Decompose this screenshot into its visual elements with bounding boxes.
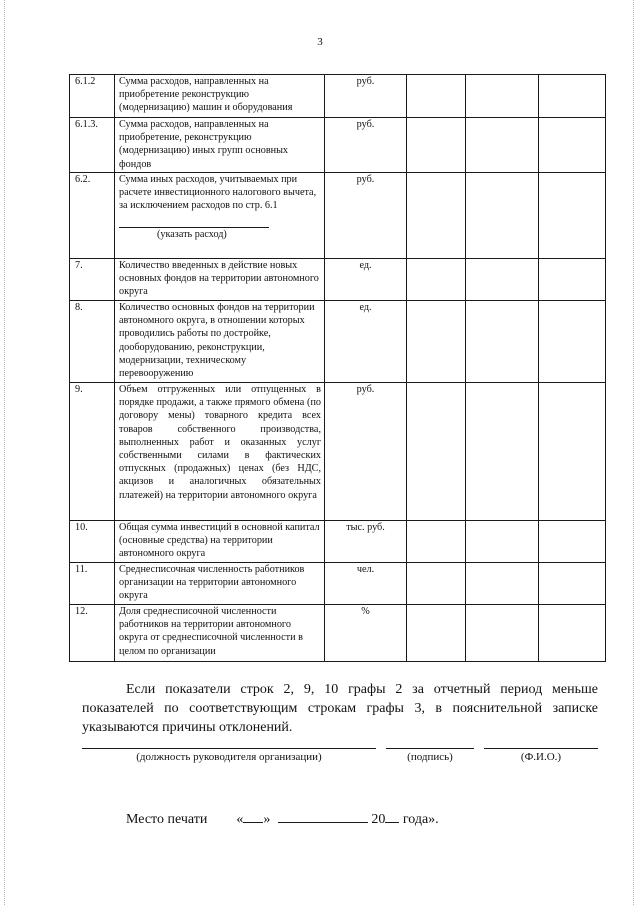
name-label: (Ф.И.О.): [520, 751, 562, 763]
value-cell: [539, 173, 606, 259]
row-description: Сумма расходов, направленных на приобретение реконструкцию (модернизацию) машин и оборудования: [115, 75, 325, 118]
value-cell: [466, 383, 539, 521]
row-number: 6.2.: [70, 173, 115, 259]
value-cell: [407, 75, 466, 118]
table-row: [70, 259, 606, 301]
indicators-table: [69, 74, 606, 662]
signature-field[interactable]: [386, 748, 474, 763]
scan-edge-left: [4, 0, 6, 905]
table-row: [70, 173, 606, 259]
row-description: Количество введенных в действие новых основных фондов на территории автономного округа: [115, 259, 325, 301]
row-number: 6.1.3.: [70, 118, 115, 173]
value-cell: [539, 605, 606, 662]
row-unit: %: [325, 605, 407, 662]
row-description: Сумма расходов, направленных на приобретение, реконструкцию (модернизацию) иных групп основных фондов: [115, 118, 325, 173]
table-row: [70, 521, 606, 563]
row-description: Доля среднесписочной численности работников на территории автономного округа от среднесписочной численности в целом по организации: [115, 605, 325, 662]
table-row: [70, 605, 606, 662]
row-unit: ед.: [325, 259, 407, 301]
value-cell: [539, 563, 606, 605]
year-blank[interactable]: [385, 810, 399, 823]
value-cell: [466, 118, 539, 173]
row-number: 8.: [70, 301, 115, 383]
row-description: Сумма иных расходов, учитываемых при расчете инвестиционного налогового вычета, за исключением расходов по стр. 6.1: [119, 174, 317, 212]
value-cell: [539, 383, 606, 521]
signature-label: (подпись): [407, 751, 453, 763]
value-cell: [539, 75, 606, 118]
value-cell: [466, 75, 539, 118]
row-unit: руб.: [325, 173, 407, 259]
row-description: Среднесписочная численность работников организации на территории автономного округа: [115, 563, 325, 605]
date-open-quote: «: [236, 812, 244, 827]
year-suffix: года».: [402, 812, 439, 827]
signature-block: [82, 748, 598, 788]
value-cell: [539, 259, 606, 301]
row-number: 11.: [70, 563, 115, 605]
expense-hint: (указать расход): [157, 228, 227, 240]
value-cell: [407, 259, 466, 301]
stamp-date-line: [126, 810, 439, 828]
value-cell: [407, 173, 466, 259]
row-unit: ед.: [325, 301, 407, 383]
position-label: (должность руководителя организации): [136, 751, 322, 763]
year-prefix: 20: [371, 812, 386, 827]
row-description: Количество основных фондов на территории автономного округа, в отношении которых проводились работы по достройке, дооборудованию, реконструкции, модернизации, техническому перевооружению: [115, 301, 325, 383]
table-row: [70, 301, 606, 383]
table-row: [70, 75, 606, 118]
value-cell: [466, 301, 539, 383]
table-row: [70, 118, 606, 173]
name-field[interactable]: [484, 748, 598, 763]
table-row: [70, 563, 606, 605]
value-cell: [466, 605, 539, 662]
date-close-quote: »: [263, 812, 271, 827]
value-cell: [466, 521, 539, 563]
value-cell: [539, 118, 606, 173]
row-unit: чел.: [325, 563, 407, 605]
value-cell: [539, 521, 606, 563]
value-cell: [539, 301, 606, 383]
row-description: Объем отгруженных или отпущенных в порядке продажи, а также прямого обмена (по договору мены) товарного кредита всех товаров собственного производства, выполненных работ и оказанных услуг собственными силами в фактических отпускных (продажных) ценах (без НДС, акцизов и аналогичных обязательных платежей) на территории автономного округа: [115, 383, 325, 521]
value-cell: [407, 301, 466, 383]
row-number: 7.: [70, 259, 115, 301]
value-cell: [407, 118, 466, 173]
day-blank[interactable]: [243, 810, 263, 823]
value-cell: [407, 605, 466, 662]
value-cell: [407, 521, 466, 563]
row-description-cell: [115, 173, 325, 259]
value-cell: [407, 383, 466, 521]
row-number: 12.: [70, 605, 115, 662]
row-unit: руб.: [325, 75, 407, 118]
deviation-note: Если показатели строк 2, 9, 10 графы 2 за отчетный период меньше показателей по соответствующим строкам графы 3, в пояснительной записке указываются причины отклонений.: [82, 682, 598, 735]
value-cell: [466, 173, 539, 259]
row-number: 10.: [70, 521, 115, 563]
row-description: Общая сумма инвестиций в основной капитал (основные средства) на территории автономного округа: [115, 521, 325, 563]
row-unit: руб.: [325, 118, 407, 173]
row-unit: руб.: [325, 383, 407, 521]
value-cell: [407, 563, 466, 605]
position-field[interactable]: [82, 748, 376, 763]
row-number: 6.1.2: [70, 75, 115, 118]
stamp-label: Место печати: [126, 812, 208, 827]
value-cell: [466, 563, 539, 605]
table-row: [70, 383, 606, 521]
scan-edge-right: [633, 0, 635, 905]
row-number: 9.: [70, 383, 115, 521]
row-unit: тыс. руб.: [325, 521, 407, 563]
value-cell: [466, 259, 539, 301]
month-blank[interactable]: [278, 810, 368, 823]
page-number: 3: [317, 36, 323, 48]
